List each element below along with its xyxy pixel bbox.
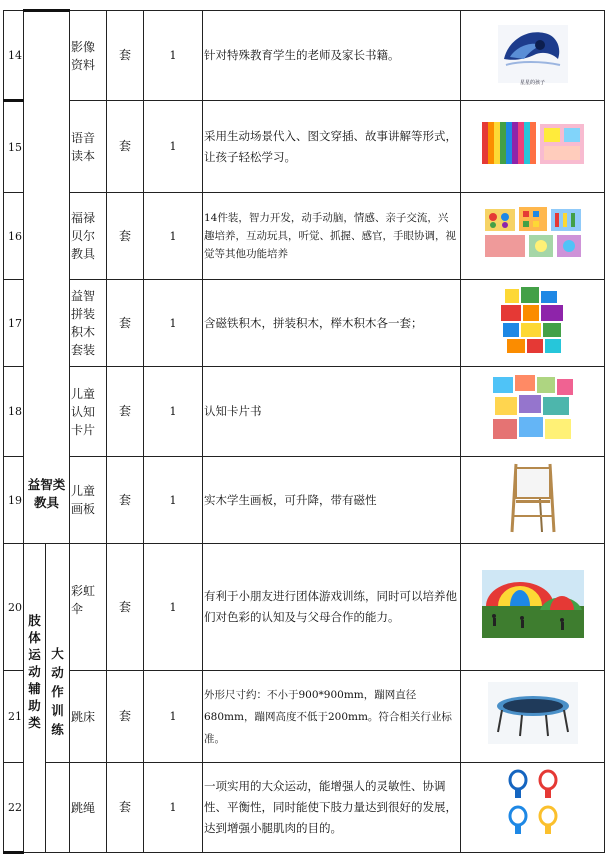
item-desc: 14件装，智力开发，动手动脑，情感、亲子交流，兴趣培养，互动玩具，听觉、抓握、感官，手眼协调，视觉等其他功能培养 [203,193,461,280]
item-desc: 有利于小朋友进行团体游戏训练，同时可以培养他们对色彩的认知及与父母合作的能力。 [203,544,461,671]
table-row [4,457,605,544]
table-row [4,544,605,671]
book-cover-image [498,25,568,83]
cognition-cards-image [491,373,575,443]
item-name: 影像资料 [70,11,107,101]
row-number: 21 [4,671,24,763]
item-image-cell [461,11,605,101]
audio-books-image [480,116,586,170]
row-number: 22 [4,763,24,853]
item-image-cell [461,544,605,671]
table-row [4,11,605,101]
item-unit: 套 [107,367,144,457]
item-image-cell [461,457,605,544]
category-limb [24,544,46,853]
row-number: 14 [4,11,24,101]
item-name: 儿童画板 [70,457,107,544]
item-desc: 含磁铁积木，拼装积木，榉木积木各一套； [203,280,461,367]
category-limb-sub [46,544,70,763]
category-limb-sub-label: 大动作训练 [51,646,64,737]
row-number: 20 [4,544,24,671]
jump-rope-image [503,768,563,840]
item-qty: 1 [144,367,203,457]
rainbow-umbrella-image [482,570,584,638]
item-desc: 采用生动场景代入、图文穿插、故事讲解等形式，让孩子轻松学习。 [203,101,461,193]
item-unit: 套 [107,280,144,367]
item-unit: 套 [107,457,144,544]
row-number: 18 [4,367,24,457]
table-row [4,280,605,367]
item-image-cell [461,367,605,457]
item-image-cell [461,671,605,763]
item-desc: 外形尺寸约：不小于900*900mm，蹦网直径680mm，蹦网高度不低于200mm。符合相关行业标准。 [203,671,461,763]
row-number: 15 [4,101,24,193]
item-image-cell [461,763,605,853]
item-desc: 实木学生画板，可升降，带有磁性 [203,457,461,544]
item-qty: 1 [144,763,203,853]
item-unit: 套 [107,763,144,853]
item-image-cell [461,101,605,193]
equipment-table [3,9,605,854]
item-name: 语音读本 [70,101,107,193]
item-desc: 认知卡片书 [203,367,461,457]
item-qty: 1 [144,457,203,544]
table-row [4,193,605,280]
item-desc: 针对特殊教育学生的老师及家长书籍。 [203,11,461,101]
item-name: 彩虹伞 [70,544,107,671]
item-unit: 套 [107,193,144,280]
building-blocks-image [497,285,569,355]
item-desc: 一项实用的大众运动，能增强人的灵敏性、协调性、平衡性，同时能使下肢力量达到很好的发展，达到增强小腿肌肉的目的。 [203,763,461,853]
row-number: 16 [4,193,24,280]
item-image-cell [461,280,605,367]
category-puzzle-label: 益智类教具 [27,476,66,510]
row-number: 17 [4,280,24,367]
item-unit: 套 [107,544,144,671]
table-row [4,671,605,763]
item-name: 儿童认知卡片 [70,367,107,457]
category-puzzle [24,11,70,544]
item-name: 益智拼装积木套装 [70,280,107,367]
row-number: 19 [4,457,24,544]
book-caption: 星星的孩子 [519,80,545,86]
item-unit: 套 [107,671,144,763]
item-qty: 1 [144,671,203,763]
item-name: 跳绳 [70,763,107,853]
item-image-cell [461,193,605,280]
item-qty: 1 [144,101,203,193]
item-qty: 1 [144,280,203,367]
trampoline-image [488,682,578,744]
item-name: 福禄贝尔教具 [70,193,107,280]
item-qty: 1 [144,193,203,280]
category-limb-sub-empty [46,763,70,853]
item-name: 跳床 [70,671,107,763]
table-row [4,763,605,853]
item-qty: 1 [144,544,203,671]
item-qty: 1 [144,11,203,101]
table-row [4,367,605,457]
table-row [4,101,605,193]
category-limb-label: 肢体运动辅助类 [28,613,41,730]
froebel-toys-image [483,205,583,261]
item-unit: 套 [107,11,144,101]
item-unit: 套 [107,101,144,193]
easel-image [508,460,558,534]
